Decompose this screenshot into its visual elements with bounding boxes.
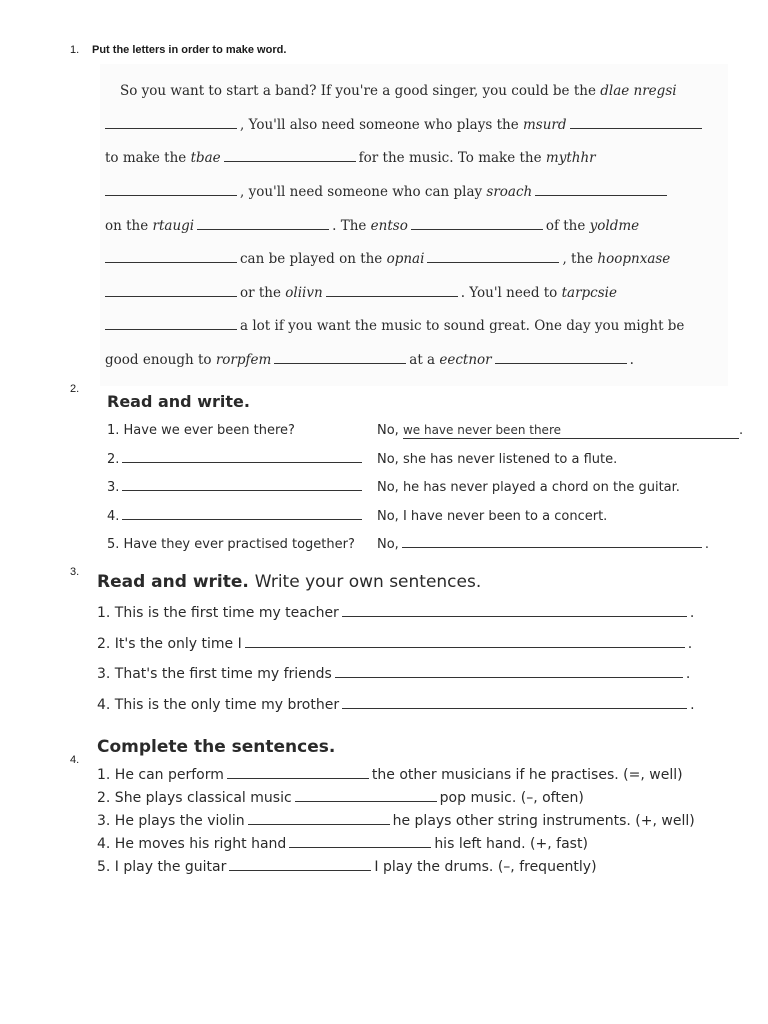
s4-item-4: 4. He moves his right hand his left hand. (+, fast) [97, 836, 588, 852]
s2-item-5-answer: No, . [377, 537, 709, 552]
answer-blank[interactable] [122, 489, 362, 491]
s1-line-6: can be played on the opnai , the hoopnxase [105, 251, 670, 267]
answer-blank[interactable] [105, 328, 237, 330]
section-4-number: 4. [70, 754, 80, 766]
answer-blank[interactable] [248, 823, 390, 825]
scrambled-word: rtaugi [152, 218, 195, 234]
scrambled-word: rorpfem [215, 352, 272, 368]
s1-line-5: on the rtaugi . The entso of the yoldme [105, 218, 640, 234]
handwritten-answer: we have never been there [402, 423, 561, 437]
s4-item-2: 2. She plays classical music pop music. (–, often) [97, 790, 584, 806]
answer-blank[interactable] [342, 615, 687, 617]
section-3-title: Read and write. Write your own sentences. [97, 572, 482, 592]
answer-blank[interactable] [411, 228, 543, 230]
answer-blank[interactable] [105, 127, 237, 129]
s3-item-2: 2. It's the only time I . [97, 636, 693, 652]
answer-blank[interactable] [326, 295, 458, 297]
scrambled-word: mythhr [545, 150, 596, 166]
answer-blank[interactable] [402, 546, 702, 548]
s1-line-3: to make the tbae for the music. To make the mythhr [105, 150, 596, 166]
scrambled-word: dlae nregsi [600, 83, 677, 99]
s4-item-3: 3. He plays the violin he plays other string instruments. (+, well) [97, 813, 695, 829]
s2-item-2-answer: No, she has never listened to a flute. [377, 452, 618, 467]
answer-blank[interactable] [105, 261, 237, 263]
s2-item-4: 4. [107, 509, 365, 524]
answer-blank[interactable] [122, 518, 362, 520]
scrambled-word: tbae [190, 150, 221, 166]
answer-blank[interactable] [105, 194, 237, 196]
s2-item-3-answer: No, he has never played a chord on the guitar. [377, 480, 680, 495]
s2-item-4-answer: No, I have never been to a concert. [377, 509, 608, 524]
scrambled-word: msurd [522, 117, 567, 133]
answer-blank[interactable] [274, 362, 406, 364]
section-2-title: Read and write. [107, 392, 250, 411]
s3-item-3: 3. That's the first time my friends . [97, 666, 691, 682]
s1-line-9: good enough to rorpfem at a eectnor . [105, 352, 634, 368]
s4-item-5: 5. I play the guitar I play the drums. (–, frequently) [97, 859, 597, 875]
section-1-number: 1. [70, 44, 80, 56]
scrambled-word: eectnor [439, 352, 492, 368]
answer-blank[interactable] [289, 846, 431, 848]
s2-item-1-question: 1. Have we ever been there? [107, 423, 295, 438]
s2-item-3: 3. [107, 480, 365, 495]
scrambled-word: sroach [486, 184, 533, 200]
answer-blank[interactable] [495, 362, 627, 364]
answer-blank[interactable] [227, 777, 369, 779]
s2-item-5-question: 5. Have they ever practised together? [107, 537, 355, 552]
section-3-subtitle: Write your own sentences. [254, 572, 482, 592]
answer-blank[interactable] [342, 707, 687, 709]
s1-line-2: , You'll also need someone who plays the msurd [105, 117, 705, 133]
s3-item-4: 4. This is the only time my brother . [97, 697, 695, 713]
answer-blank[interactable] [105, 295, 237, 297]
answer-blank[interactable] [403, 423, 739, 439]
s3-item-1: 1. This is the first time my teacher . [97, 605, 695, 621]
answer-blank[interactable] [295, 800, 437, 802]
scrambled-word: oliivn [285, 285, 323, 301]
answer-blank[interactable] [570, 127, 702, 129]
s1-line-4: , you'll need someone who can play sroach [105, 184, 670, 200]
answer-blank[interactable] [122, 461, 362, 463]
s4-item-1: 1. He can perform the other musicians if he practises. (=, well) [97, 767, 683, 783]
scrambled-word: hoopnxase [597, 251, 671, 267]
scrambled-word: tarpcsie [561, 285, 617, 301]
answer-blank[interactable] [229, 869, 371, 871]
scrambled-word: opnai [386, 251, 425, 267]
section-2-number: 2. [70, 383, 80, 395]
s1-line-8: a lot if you want the music to sound great. One day you might be [105, 318, 684, 334]
s2-item-2: 2. [107, 452, 365, 467]
answer-blank[interactable] [197, 228, 329, 230]
answer-blank[interactable] [224, 160, 356, 162]
s2-item-1-answer: No, we have never been there . [377, 423, 744, 438]
section-4-title: Complete the sentences. [97, 737, 336, 757]
s1-line-1: So you want to start a band? If you're a good singer, you could be the dlae nregsi [120, 83, 677, 99]
answer-blank[interactable] [427, 261, 559, 263]
section-1-title: Put the letters in order to make word. [92, 44, 287, 56]
section-3-number: 3. [70, 566, 80, 578]
answer-blank[interactable] [335, 676, 683, 678]
answer-blank[interactable] [245, 646, 685, 648]
scrambled-word: yoldme [589, 218, 640, 234]
scrambled-word: entso [370, 218, 408, 234]
s1-line-7: or the oliivn . You'l need to tarpcsie [105, 285, 617, 301]
answer-blank[interactable] [535, 194, 667, 196]
